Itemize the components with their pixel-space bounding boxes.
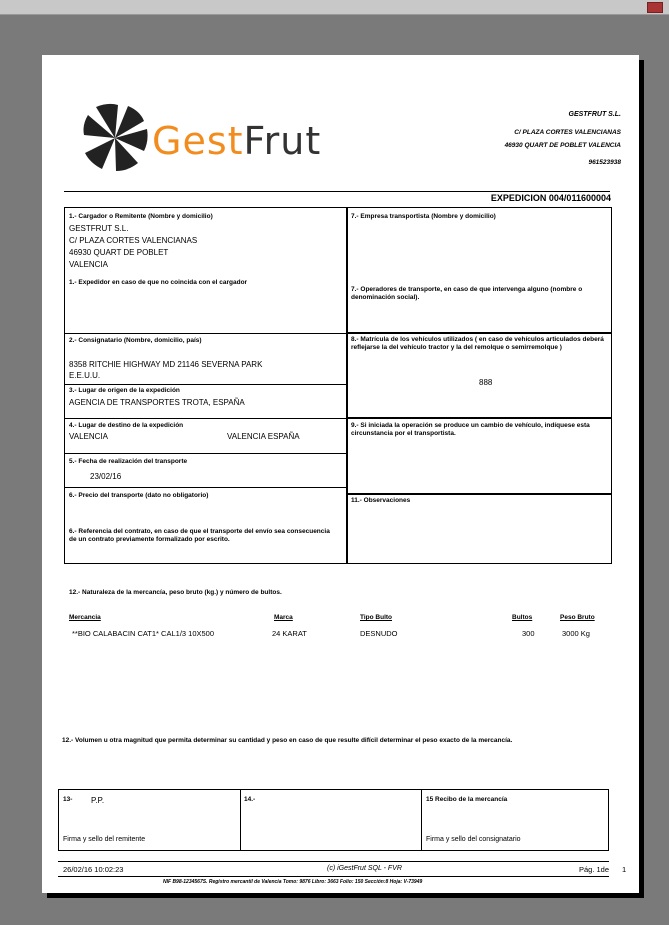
sender-name: GESTFRUT S.L.: [69, 224, 129, 233]
footer-page-total: 1: [622, 865, 627, 874]
divider: [421, 789, 422, 851]
sender-postal: 46930 QUART DE POBLET: [69, 248, 169, 257]
col-mercancia: Mercancia: [69, 614, 101, 621]
goods-tipo: DESNUDO: [360, 629, 398, 638]
box6-note: 6.- Referencia del contrato, en caso de que el transporte del envío sea consecuencia de un contrato previamente formalizado por escrito.: [69, 528, 330, 543]
footer-datetime: 26/02/16 10:02:23: [63, 865, 124, 874]
footer-rule-2: [58, 876, 609, 877]
company-name: GESTFRUT S.L.: [568, 111, 621, 118]
divider: [64, 384, 347, 385]
document-page: [42, 55, 639, 893]
box9-label: 9.- Si iniciada la operación se produce un cambio de vehículo, indíquese esta circunstancia por el transportista.: [351, 422, 590, 437]
sender-address: C/ PLAZA CORTES VALENCIANAS: [69, 236, 198, 245]
goods-bultos: 300: [522, 629, 535, 638]
divider: [64, 333, 347, 334]
destination-city: VALENCIA: [69, 432, 108, 441]
box13-value: P.P.: [91, 796, 105, 805]
origin-value: AGENCIA DE TRANSPORTES TROTA, ESPAÑA: [69, 398, 245, 407]
footer-software: (c) iGestFrut SQL - FVR: [327, 865, 402, 872]
header-rule: [64, 191, 610, 192]
consignee-address: 8358 RITCHIE HIGHWAY MD 21146 SEVERNA PARK: [69, 360, 263, 369]
box14-label: 14.-: [244, 796, 256, 803]
divider: [64, 453, 347, 454]
box2-label: 2.- Consignatario (Nombre, domicilio, país): [69, 337, 202, 344]
box13-sign: Firma y sello del remitente: [63, 836, 146, 843]
box11-label: 11.- Observaciones: [351, 497, 411, 504]
window-control[interactable]: [647, 2, 663, 13]
box13-label: 13-: [63, 796, 73, 803]
box7-note: 7.- Operadores de transporte, en caso de que intervenga alguno (nombre o denominación social).: [351, 286, 583, 301]
box1-label: 1.- Cargador o Remitente (Nombre y domicilio): [69, 213, 213, 220]
divider: [64, 487, 347, 488]
goods-peso: 3000 Kg: [562, 629, 590, 638]
box7: [347, 207, 612, 333]
footer-legal: NIF B98-1234567S. Registro mercantil de Valencia Tomo: 9876 Libro: 3663 Folio: 150 Sección:8 Hoja: V-73949: [163, 879, 423, 885]
viewer-toolbar: [0, 0, 669, 15]
box7-label: 7.- Empresa transportista (Nombre y domicilio): [351, 213, 496, 220]
sender-city: VALENCIA: [69, 260, 108, 269]
box4-label: 4.- Lugar de destino de la expedición: [69, 422, 184, 429]
company-address2: 46930 QUART DE POBLET VALENCIA: [504, 142, 621, 149]
col-bultos: Bultos: [512, 614, 533, 621]
divider: [240, 789, 241, 851]
company-phone: 961523938: [588, 159, 621, 166]
footer-page-label: Pág. 1de: [579, 865, 610, 874]
company-logo-text: GestFrut: [152, 119, 322, 163]
box5-label: 5.- Fecha de realización del transporte: [69, 458, 188, 465]
box8-label: 8.- Matrícula de los vehículos utilizados ( en caso de vehículos articulados deberá reflejarse la del vehículo tractor y la del remolque o semirremolque ): [351, 336, 604, 351]
footer-rule: [58, 861, 609, 862]
divider: [64, 418, 347, 419]
gestfrut-logo-icon: [80, 103, 150, 173]
col-tipo: Tipo Bulto: [360, 614, 393, 621]
goods-title: 12.- Naturaleza de la mercancía, peso bruto (kg.) y número de bultos.: [69, 589, 282, 596]
goods-mercancia: **BIO CALABACIN CAT1* CAL1/3 10X500: [72, 629, 215, 638]
expedition-number: EXPEDICION 004/011600004: [490, 193, 611, 203]
consignee-country: E.E.U.U.: [69, 371, 101, 380]
col-peso: Peso Bruto: [560, 614, 595, 621]
box15-sign: Firma y sello del consignatario: [426, 836, 521, 843]
box6-label: 6.- Precio del transporte (dato no obligatorio): [69, 492, 209, 499]
col-marca: Marca: [274, 614, 293, 621]
company-address1: C/ PLAZA CORTES VALENCIANAS: [514, 129, 621, 136]
transport-date: 23/02/16: [90, 472, 122, 481]
box1-note: 1.- Expedidor en caso de que no coincida con el cargador: [69, 279, 248, 286]
goods-marca: 24 KARAT: [272, 629, 307, 638]
vehicle-plate: 888: [479, 378, 493, 387]
box15-label: 15 Recibo de la mercancía: [426, 796, 508, 803]
destination-value: VALENCIA ESPAÑA: [227, 432, 300, 441]
box3-label: 3.- Lugar de origen de la expedición: [69, 387, 180, 394]
volume-note: 12.- Volumen u otra magnitud que permita determinar su cantidad y peso en caso de que resulte difícil determinar el peso exacto de la mercancía.: [62, 737, 513, 744]
